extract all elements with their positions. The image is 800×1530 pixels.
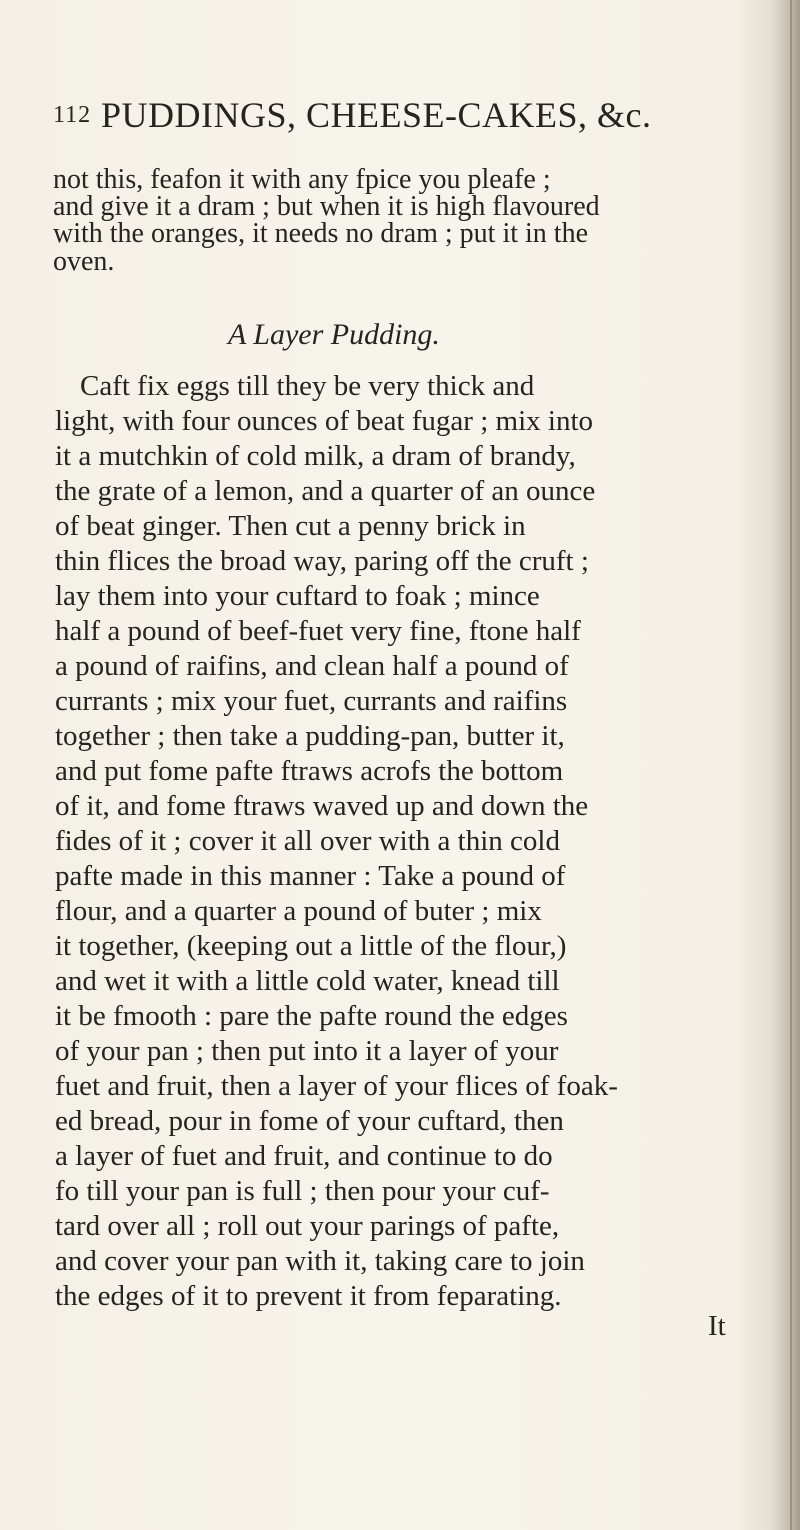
section-line: a layer of fuet and fruit, and continue to do bbox=[55, 1140, 553, 1172]
section-line: tard over all ; roll out your parings of pafte, bbox=[55, 1210, 560, 1242]
section-line: fuet and fruit, then a layer of your flices of foak- bbox=[55, 1070, 618, 1102]
section-line: a pound of raifins, and clean half a pound of bbox=[55, 650, 569, 682]
section-line: and cover your pan with it, taking care to join bbox=[55, 1245, 585, 1277]
section-line: it together, (keeping out a little of the flour,) bbox=[55, 930, 567, 962]
section-line: lay them into your cuftard to foak ; mince bbox=[55, 580, 540, 612]
section-line: half a pound of beef-fuet very fine, ftone half bbox=[55, 615, 581, 647]
section-line: together ; then take a pudding-pan, butter it, bbox=[55, 720, 565, 752]
section-line: of your pan ; then put into it a layer of your bbox=[55, 1035, 559, 1067]
section-line: ed bread, pour in fome of your cuftard, then bbox=[55, 1105, 564, 1137]
section-line: light, with four ounces of beat fugar ; mix into bbox=[55, 405, 594, 437]
section-line: it a mutchkin of cold milk, a dram of brandy, bbox=[55, 440, 576, 472]
section-line: of it, and fome ftraws waved up and down the bbox=[55, 790, 589, 822]
section-line: thin flices the broad way, paring off the cruft ; bbox=[55, 545, 589, 577]
intro-line: and give it a dram ; but when it is high flavoured bbox=[53, 191, 600, 222]
intro-line: with the oranges, it needs no dram ; put it in the bbox=[53, 218, 589, 249]
section-line: it be fmooth : pare the pafte round the edges bbox=[55, 1000, 568, 1032]
section-line: pafte made in this manner : Take a pound of bbox=[55, 860, 566, 892]
intro-line: not this, feafon it with any fpice you pleafe ; bbox=[53, 164, 551, 195]
catchword: It bbox=[708, 1310, 726, 1342]
section-title: A Layer Pudding. bbox=[228, 318, 440, 351]
section-line: fides of it ; cover it all over with a thin cold bbox=[55, 825, 560, 857]
page-number: 112 bbox=[53, 102, 92, 128]
section-line: the grate of a lemon, and a quarter of an ounce bbox=[55, 475, 596, 507]
section-line: fo till your pan is full ; then pour your cuf- bbox=[55, 1175, 550, 1207]
section-line: and wet it with a little cold water, knead till bbox=[55, 965, 560, 997]
running-head: PUDDINGS, CHEESE-CAKES, &c. bbox=[101, 95, 652, 135]
section-line: of beat ginger. Then cut a penny brick in bbox=[55, 510, 526, 542]
intro-line: oven. bbox=[53, 246, 115, 277]
section-line: currants ; mix your fuet, currants and raifins bbox=[55, 685, 568, 717]
section-line: the edges of it to prevent it from feparating. bbox=[55, 1280, 562, 1312]
section-line: Caft fix eggs till they be very thick and bbox=[80, 370, 535, 402]
section-line: and put fome pafte ftraws acrofs the bottom bbox=[55, 755, 564, 787]
section-line: flour, and a quarter a pound of buter ; mix bbox=[55, 895, 542, 927]
